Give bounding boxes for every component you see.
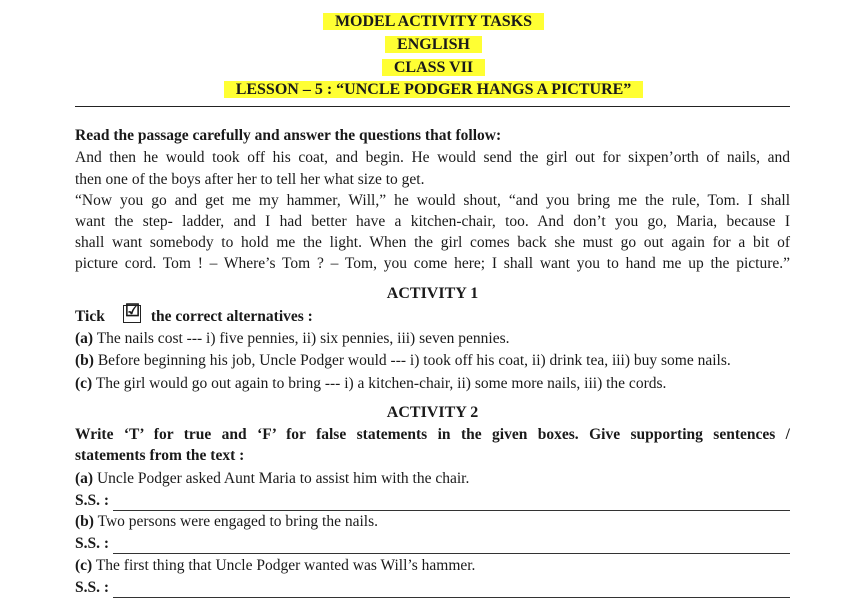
activity2-ss-a [75,491,790,511]
item-text: Two persons were engaged to bring the nails. [97,513,378,530]
item-key: (b) [75,513,94,530]
activity2-instruction-2: statements from the text : [75,447,245,464]
activity1-tick-label: Tick [75,308,105,325]
activity2-item-c [75,556,790,576]
item-key: (a) [75,330,94,347]
passage-instruction: Read the passage carefully and answer the questions that follow: [75,127,502,144]
item-text: Uncle Podger asked Aunt Maria to assist him with the chair. [96,470,470,487]
passage-line-1: And then he would took off his coat, and begin. He would send the girl out for sixpen’orth of nails, and [75,149,790,166]
passage-line-5: shall want somebody to hold me the light. When the girl comes back she must go out again for a bit of [75,234,790,251]
header-class-row [0,58,867,78]
header-divider [75,106,790,107]
activity1-item-c [75,374,790,394]
activity1-tick-rest: the correct alternatives : [150,308,313,325]
activity2-item-a [75,469,790,489]
item-key: (c) [75,557,93,574]
header-subject-row [0,35,867,55]
passage-line-2: then one of the boys after her to tell her what size to get. [75,171,425,188]
answer-line-c[interactable] [113,583,790,598]
answer-line-a[interactable] [113,496,790,511]
header-title: MODEL ACTIVITY TASKS [323,13,544,30]
item-text: The girl would go out again to bring --- i) a kitchen-chair, ii) some more nails, iii) the cords. [95,375,667,392]
item-key: (c) [75,375,93,392]
header-class: CLASS VII [382,59,485,76]
passage-line-3: “Now you go and get me my hammer, Will,” he would shout, “and you bring me the rule, Tom. I shall [75,192,790,209]
item-text: The first thing that Uncle Podger wanted was Will’s hammer. [95,557,476,574]
header-title-row [0,12,867,32]
activity2-ss-c [75,578,790,598]
ss-label: S.S. : [75,535,110,552]
activity2-instruction-1: Write ‘T’ for true and ‘F’ for false statements in the given boxes. Give supporting sentences / [75,426,790,443]
header-subject: ENGLISH [385,36,482,53]
item-text: Before beginning his job, Uncle Podger would --- i) took off his coat, ii) drink tea, iii) buy some nails. [97,352,731,369]
item-key: (b) [75,352,94,369]
checkbox-tick-icon: ☑ [123,305,141,323]
activity1-title: ACTIVITY 1 [386,285,479,302]
item-text: The nails cost --- i) five pennies, ii) six pennies, iii) seven pennies. [96,330,510,347]
activity1-item-a [75,329,790,349]
passage-line-4: want the step- ladder, and I had better have a kitchen-chair, too. And don’t you go, Maria, because I [75,213,790,230]
ss-label: S.S. : [75,492,110,509]
answer-line-b[interactable] [113,539,790,554]
activity1-instruction [75,301,790,327]
item-key: (a) [75,470,94,487]
activity2-title: ACTIVITY 2 [386,404,479,421]
header-lesson: LESSON – 5 : “UNCLE PODGER HANGS A PICTURE” [224,81,644,98]
ss-label: S.S. : [75,579,110,596]
header-lesson-row [0,80,867,100]
activity2-item-b [75,512,790,532]
activity1-item-b [75,351,790,371]
activity2-ss-b [75,534,790,554]
passage-line-6: picture cord. Tom ! – Where’s Tom ? – Tom, you come here; I shall want you to hand me up the picture.” [75,255,790,272]
